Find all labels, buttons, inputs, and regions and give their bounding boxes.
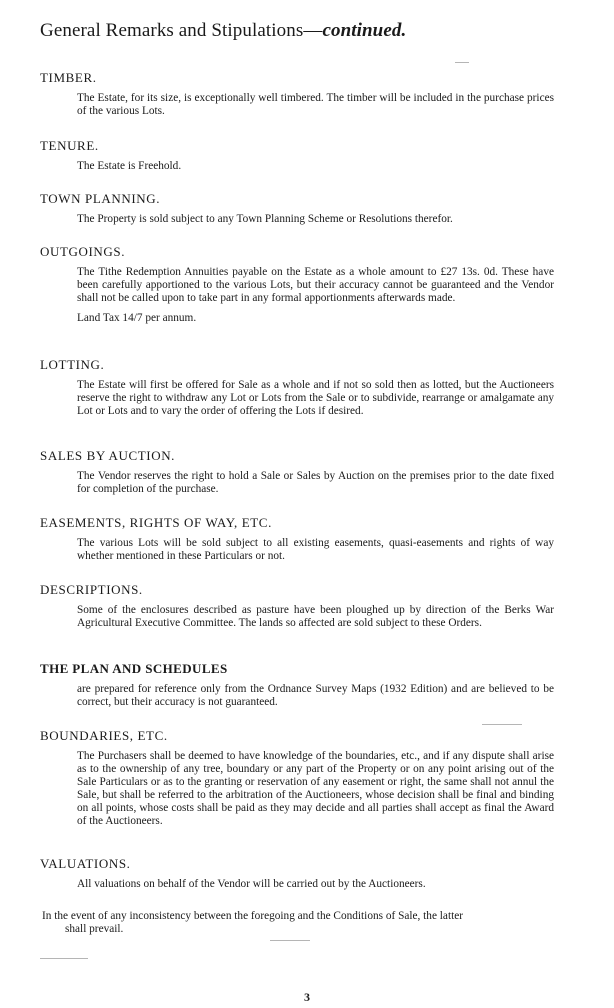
section-outgoings xyxy=(40,244,554,325)
section-heading: OUTGOINGS. xyxy=(40,244,126,259)
section-heading: DESCRIPTIONS. xyxy=(40,582,143,597)
section-body xyxy=(77,213,554,226)
section-paragraph: are prepared for reference only from the Ordnance Survey Maps (1932 Edition) and are believed to be correct, but their accuracy is not guaranteed. xyxy=(77,683,554,708)
section-descriptions xyxy=(40,582,554,630)
section-paragraph: The Estate will first be offered for Sale as a whole and if not so sold then as lotted, but the Auctioneers reserve the right to withdraw any Lot or Lots from the Sale or to subdivide, rearrange or amalgamate any Lot or Lots and to vary the order of offering the Lots if desired. xyxy=(77,379,554,417)
section-body xyxy=(77,683,554,709)
section-lotting xyxy=(40,357,554,418)
scan-speck xyxy=(482,724,522,725)
section-heading: TOWN PLANNING. xyxy=(40,191,161,206)
section-paragraph: The Tithe Redemption Annuities payable on the Estate as a whole amount to £27 13s. 0d. These have been carefully apportioned to the various Lots, but their accuracy cannot be guaranteed and the Vendor shall not be called upon to take part in any formal apportionments afterwards made. xyxy=(77,266,554,304)
section-sales-by-auction xyxy=(40,448,554,496)
section-body xyxy=(77,266,554,325)
scan-speck xyxy=(40,958,88,959)
scan-speck xyxy=(455,62,469,63)
section-paragraph: The Estate is Freehold. xyxy=(77,160,182,172)
page-title-main: General Remarks and Stipulations— xyxy=(40,20,323,41)
section-boundaries xyxy=(40,728,554,828)
section-body xyxy=(77,750,554,828)
page-number: 3 xyxy=(304,990,310,1004)
section-valuations xyxy=(40,856,554,891)
section-paragraph: Some of the enclosures described as pasture have been ploughed up by direction of the Berks War Agricultural Executive Committee. The lands so affected are sold subject to these Orders. xyxy=(77,604,554,629)
closing-line-2: shall prevail. xyxy=(65,923,124,935)
section-paragraph: The Purchasers shall be deemed to have knowledge of the boundaries, etc., and if any dispute shall arise as to the ownership of any tree, boundary or any part of the Property or on any point arising out of the Sale Particulars or as to the granting or reservation of any easement or right, the same shall not annul the Sale, but shall be referred to the arbitration of the Auctioneers, whose decision shall be final and binding on all points, whose costs shall be paid as they may decide and all parties shall accept as final the Award of the Auctioneers. xyxy=(77,750,554,827)
section-timber xyxy=(40,70,554,118)
section-body xyxy=(77,604,554,630)
section-body xyxy=(77,537,554,563)
section-paragraph: The Vendor reserves the right to hold a Sale or Sales by Auction on the premises prior to the date fixed for completion of the purchase. xyxy=(77,470,554,495)
section-paragraph: The various Lots will be sold subject to all existing easements, quasi-easements and rights of way whether mentioned in these Particulars or not. xyxy=(77,537,554,562)
section-body xyxy=(77,878,554,891)
section-heading: VALUATIONS. xyxy=(40,856,131,871)
section-body xyxy=(77,160,554,173)
section-paragraph: Land Tax 14/7 per annum. xyxy=(77,312,197,324)
page-title-continued: continued. xyxy=(322,20,407,41)
section-paragraph: The Property is sold subject to any Town Planning Scheme or Resolutions therefor. xyxy=(77,213,453,225)
closing-line-1: In the event of any inconsistency between the foregoing and the Conditions of Sale, the latter xyxy=(42,910,464,922)
section-heading: LOTTING. xyxy=(40,357,105,372)
section-heading: TENURE. xyxy=(40,138,99,153)
section-heading: TIMBER. xyxy=(40,70,97,85)
section-tenure xyxy=(40,138,554,173)
section-body xyxy=(77,92,554,118)
scan-speck xyxy=(270,940,310,941)
section-heading: BOUNDARIES, ETC. xyxy=(40,728,168,743)
section-town-planning xyxy=(40,191,554,226)
section-body xyxy=(77,379,554,418)
section-heading: EASEMENTS, RIGHTS OF WAY, ETC. xyxy=(40,515,272,530)
section-paragraph: The Estate, for its size, is exceptionally well timbered. The timber will be included in the purchase prices of the various Lots. xyxy=(77,92,554,117)
section-plan-and-schedules xyxy=(40,661,554,709)
page-title xyxy=(40,18,406,44)
closing-note xyxy=(42,910,554,936)
section-heading: SALES BY AUCTION. xyxy=(40,448,176,463)
section-body xyxy=(77,470,554,496)
section-easements xyxy=(40,515,554,563)
section-paragraph: All valuations on behalf of the Vendor will be carried out by the Auctioneers. xyxy=(77,878,426,890)
section-heading: THE PLAN AND SCHEDULES xyxy=(40,661,228,676)
